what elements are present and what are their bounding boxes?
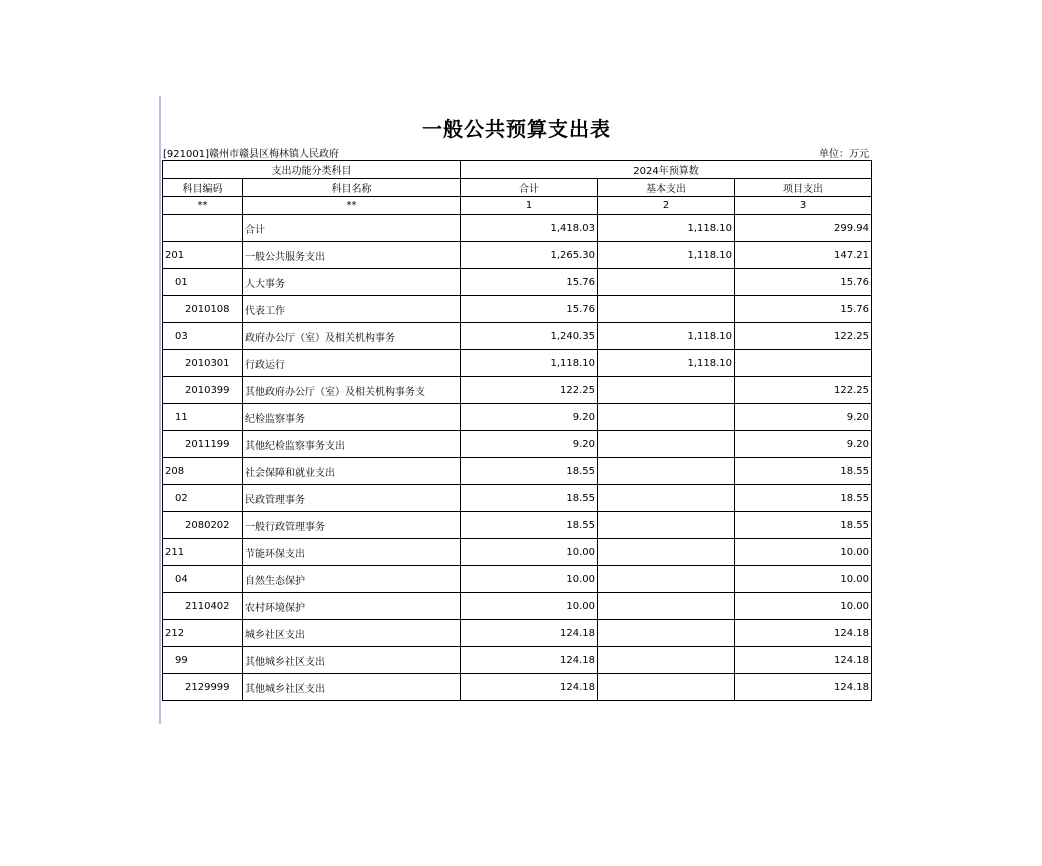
cell-project[interactable]: 9.20 — [735, 404, 872, 431]
cell-name[interactable]: 其他城乡社区支出 — [243, 647, 461, 674]
table-row — [163, 539, 872, 566]
cell-project[interactable]: 122.25 — [735, 377, 872, 404]
cell-name[interactable]: 城乡社区支出 — [243, 620, 461, 647]
cell-name[interactable]: 其他城乡社区支出 — [243, 674, 461, 701]
header-code[interactable]: 科目编码 — [163, 179, 243, 197]
cell-code[interactable]: 03 — [163, 323, 243, 350]
cell-project[interactable]: 147.21 — [735, 242, 872, 269]
cell-basic[interactable] — [598, 674, 735, 701]
cell-code[interactable]: 2010399 — [163, 377, 243, 404]
cell-name[interactable]: 自然生态保护 — [243, 566, 461, 593]
cell-total[interactable]: 18.55 — [461, 512, 598, 539]
cell-project[interactable]: 18.55 — [735, 485, 872, 512]
cell-total[interactable]: 18.55 — [461, 485, 598, 512]
index-name[interactable]: ** — [243, 197, 461, 215]
cell-code[interactable]: 2010108 — [163, 296, 243, 323]
table-row — [163, 323, 872, 350]
table-row — [163, 647, 872, 674]
cell-name[interactable]: 行政运行 — [243, 350, 461, 377]
cell-code[interactable]: 211 — [163, 539, 243, 566]
cell-name[interactable]: 社会保障和就业支出 — [243, 458, 461, 485]
cell-total[interactable]: 1,265.30 — [461, 242, 598, 269]
cell-project[interactable]: 18.55 — [735, 512, 872, 539]
cell-name[interactable]: 其他政府办公厅（室）及相关机构事务支 — [243, 377, 461, 404]
header-group-row — [163, 161, 872, 179]
table-row — [163, 377, 872, 404]
table-row — [163, 350, 872, 377]
cell-total[interactable]: 124.18 — [461, 620, 598, 647]
cell-name[interactable]: 一般行政管理事务 — [243, 512, 461, 539]
table-row — [163, 404, 872, 431]
cell-code[interactable]: 208 — [163, 458, 243, 485]
cell-code[interactable]: 2129999 — [163, 674, 243, 701]
header-basic[interactable]: 基本支出 — [598, 179, 735, 197]
cell-name[interactable]: 人大事务 — [243, 269, 461, 296]
organization-label: [921001]赣州市赣县区梅林镇人民政府 — [163, 149, 339, 160]
table-row — [163, 485, 872, 512]
cell-name[interactable]: 代表工作 — [243, 296, 461, 323]
cell-name[interactable]: 一般公共服务支出 — [243, 242, 461, 269]
index-code[interactable]: ** — [163, 197, 243, 215]
cell-total[interactable]: 15.76 — [461, 296, 598, 323]
header-name[interactable]: 科目名称 — [243, 179, 461, 197]
cell-basic[interactable]: 1,118.10 — [598, 323, 735, 350]
table-row — [163, 566, 872, 593]
cell-project[interactable]: 15.76 — [735, 269, 872, 296]
cell-project[interactable]: 10.00 — [735, 566, 872, 593]
cell-code[interactable]: 99 — [163, 647, 243, 674]
cell-code[interactable]: 04 — [163, 566, 243, 593]
page-title: 一般公共预算支出表 — [422, 117, 611, 141]
header-project[interactable]: 项目支出 — [735, 179, 872, 197]
cell-project[interactable]: 124.18 — [735, 674, 872, 701]
table-row — [163, 593, 872, 620]
cell-total[interactable]: 9.20 — [461, 404, 598, 431]
cell-project[interactable]: 18.55 — [735, 458, 872, 485]
header-group-left[interactable]: 支出功能分类科目 — [163, 161, 461, 179]
cell-basic[interactable] — [598, 431, 735, 458]
cell-project[interactable]: 15.76 — [735, 296, 872, 323]
unit-label: 单位：万元 — [819, 149, 869, 160]
cell-code[interactable]: 201 — [163, 242, 243, 269]
cell-basic[interactable]: 1,118.10 — [598, 350, 735, 377]
cell-code[interactable]: 11 — [163, 404, 243, 431]
cell-basic[interactable]: 1,118.10 — [598, 242, 735, 269]
cell-name[interactable]: 合计 — [243, 215, 461, 242]
cell-project[interactable]: 124.18 — [735, 620, 872, 647]
cell-name[interactable]: 节能环保支出 — [243, 539, 461, 566]
cell-project[interactable]: 10.00 — [735, 593, 872, 620]
cell-project[interactable]: 10.00 — [735, 539, 872, 566]
table-row — [163, 431, 872, 458]
sheet-left-border — [159, 96, 161, 724]
header-index-row — [163, 197, 872, 215]
budget-table — [162, 160, 872, 701]
cell-total[interactable]: 15.76 — [461, 269, 598, 296]
cell-basic[interactable] — [598, 512, 735, 539]
cell-code[interactable]: 2080202 — [163, 512, 243, 539]
cell-code[interactable]: 01 — [163, 269, 243, 296]
table-row — [163, 242, 872, 269]
table-row — [163, 296, 872, 323]
cell-basic[interactable] — [598, 647, 735, 674]
header-column-row — [163, 179, 872, 197]
header-total[interactable]: 合计 — [461, 179, 598, 197]
table-row — [163, 674, 872, 701]
cell-basic[interactable] — [598, 593, 735, 620]
cell-total[interactable]: 10.00 — [461, 593, 598, 620]
cell-basic[interactable] — [598, 458, 735, 485]
table-row — [163, 269, 872, 296]
cell-code[interactable]: 2110402 — [163, 593, 243, 620]
cell-name[interactable]: 农村环境保护 — [243, 593, 461, 620]
cell-code[interactable]: 02 — [163, 485, 243, 512]
cell-project[interactable]: 299.94 — [735, 215, 872, 242]
cell-name[interactable]: 纪检监察事务 — [243, 404, 461, 431]
cell-project[interactable]: 122.25 — [735, 323, 872, 350]
cell-code[interactable]: 2010301 — [163, 350, 243, 377]
table-row — [163, 620, 872, 647]
cell-name[interactable]: 政府办公厅（室）及相关机构事务 — [243, 323, 461, 350]
cell-name[interactable]: 民政管理事务 — [243, 485, 461, 512]
cell-code[interactable]: 2011199 — [163, 431, 243, 458]
cell-project[interactable] — [735, 350, 872, 377]
cell-total[interactable]: 1,418.03 — [461, 215, 598, 242]
cell-code[interactable] — [163, 215, 243, 242]
cell-project[interactable]: 9.20 — [735, 431, 872, 458]
cell-total[interactable]: 10.00 — [461, 539, 598, 566]
cell-total[interactable]: 1,240.35 — [461, 323, 598, 350]
cell-basic[interactable] — [598, 296, 735, 323]
index-total[interactable]: 1 — [461, 197, 598, 215]
cell-basic[interactable] — [598, 485, 735, 512]
cell-total[interactable]: 124.18 — [461, 674, 598, 701]
cell-name[interactable]: 其他纪检监察事务支出 — [243, 431, 461, 458]
index-project[interactable]: 3 — [735, 197, 872, 215]
cell-basic[interactable] — [598, 269, 735, 296]
table-row — [163, 458, 872, 485]
cell-total[interactable]: 1,118.10 — [461, 350, 598, 377]
cell-code[interactable]: 212 — [163, 620, 243, 647]
cell-total[interactable]: 10.00 — [461, 566, 598, 593]
table-row — [163, 215, 872, 242]
cell-basic[interactable] — [598, 404, 735, 431]
cell-total[interactable]: 18.55 — [461, 458, 598, 485]
cell-total[interactable]: 124.18 — [461, 647, 598, 674]
header-group-right[interactable]: 2024年预算数 — [461, 161, 872, 179]
index-basic[interactable]: 2 — [598, 197, 735, 215]
cell-total[interactable]: 9.20 — [461, 431, 598, 458]
cell-basic[interactable] — [598, 620, 735, 647]
table-row — [163, 512, 872, 539]
cell-basic[interactable] — [598, 566, 735, 593]
cell-basic[interactable] — [598, 539, 735, 566]
cell-total[interactable]: 122.25 — [461, 377, 598, 404]
cell-basic[interactable]: 1,118.10 — [598, 215, 735, 242]
cell-project[interactable]: 124.18 — [735, 647, 872, 674]
cell-basic[interactable] — [598, 377, 735, 404]
